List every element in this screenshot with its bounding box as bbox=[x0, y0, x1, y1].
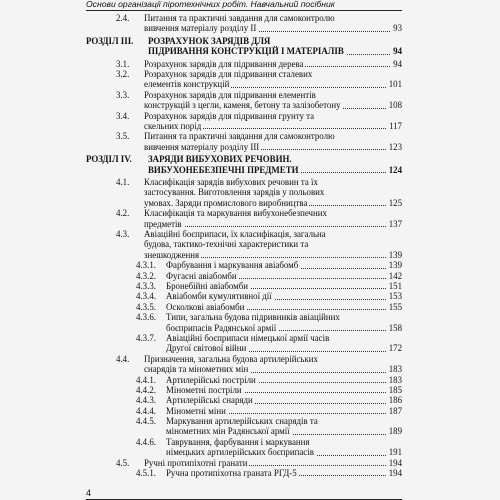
toc-entry-title-line: Розрахунок зарядів для підривання елементів bbox=[144, 89, 316, 100]
toc-entry-number: 2.4. bbox=[116, 13, 130, 23]
toc-page-number: 108 bbox=[388, 100, 402, 111]
toc-entry-title-last-line bbox=[148, 46, 402, 56]
toc-entry-title-text: Другої світової війни bbox=[166, 343, 247, 354]
toc-page-number: 194 bbox=[388, 468, 402, 479]
toc-entry bbox=[86, 36, 402, 57]
toc-entry-number: 4.5.1. bbox=[136, 468, 156, 479]
toc-entry bbox=[86, 437, 402, 458]
toc-entry-title-last-line bbox=[144, 121, 402, 131]
toc-page-number: 158 bbox=[388, 322, 402, 333]
toc-entry-title-line: Питання та практичні завдання для самоконтролю bbox=[144, 131, 335, 142]
toc-entry-title-text: умовах. Заряди промислового виробництва bbox=[144, 197, 308, 208]
toc-entry-number: 4.1. bbox=[116, 176, 130, 187]
toc-entry-number: 4.3. bbox=[116, 228, 130, 239]
toc-entry-number: 3.3. bbox=[116, 89, 130, 100]
toc-entry-title-last-line bbox=[166, 468, 402, 478]
toc-page-number: 139 bbox=[388, 249, 402, 260]
toc-page-number: 137 bbox=[388, 218, 402, 229]
toc-entry-title-last-line bbox=[144, 250, 402, 260]
header-rule bbox=[86, 10, 402, 11]
toc-entry-title-last-line bbox=[144, 23, 402, 33]
toc-entry-number: 4.4.5. bbox=[136, 416, 156, 427]
toc-page-number: 172 bbox=[388, 343, 402, 354]
toc-entry-number: 4.3.7. bbox=[136, 332, 156, 343]
toc-entry-title-text: Мінометні міни bbox=[166, 405, 226, 416]
toc-entry-number: 4.4.4. bbox=[136, 405, 156, 416]
toc-entry-title-line: Класифікація зарядів вибухових речовин та їх bbox=[144, 176, 318, 187]
toc-entry-number: 4.3.2. bbox=[136, 270, 156, 281]
toc-entry-number: 3.5. bbox=[116, 131, 130, 142]
toc-entry-title-last-line bbox=[166, 343, 402, 353]
toc-entry-title-text: скельних порід bbox=[144, 120, 202, 131]
toc-entry bbox=[86, 69, 402, 90]
toc-entry-title-text: Бронебійні авіабомби bbox=[166, 280, 249, 291]
toc-entry bbox=[86, 59, 402, 69]
toc-entry-title-text: Осколкові авіабомби bbox=[166, 301, 245, 312]
toc-page-number: 142 bbox=[388, 270, 402, 281]
table-of-contents bbox=[86, 13, 402, 478]
toc-entry bbox=[86, 312, 402, 333]
toc-entry bbox=[86, 291, 402, 301]
toc-entry-title-line: ЗАРЯДИ ВИБУХОВИХ РЕЧОВИН. bbox=[148, 154, 292, 165]
page-number: 4 bbox=[86, 488, 92, 498]
toc-entry-title-line: РОЗРАХУНОК ЗАРЯДІВ ДЛЯ bbox=[148, 35, 271, 46]
toc-entry bbox=[86, 271, 402, 281]
toc-entry bbox=[86, 395, 402, 405]
toc-entry-number: 4.3.3. bbox=[136, 280, 156, 291]
toc-entry-title-last-line bbox=[144, 198, 402, 208]
toc-page-number: 189 bbox=[388, 426, 402, 437]
toc-entry bbox=[86, 13, 402, 34]
toc-page-number: 101 bbox=[388, 79, 402, 90]
toc-entry-title-last-line bbox=[166, 375, 402, 385]
toc-entry-title-text: предметів bbox=[144, 218, 182, 229]
toc-entry-number: 4.3.5. bbox=[136, 301, 156, 312]
toc-page-number: 139 bbox=[388, 260, 402, 271]
toc-entry bbox=[86, 281, 402, 291]
toc-entry-title-last-line bbox=[166, 385, 402, 395]
toc-entry-title-last-line bbox=[166, 447, 402, 457]
toc-entry bbox=[86, 302, 402, 312]
toc-entry-title-line: Класифікація та маркування вибухонебезпечних bbox=[144, 208, 327, 219]
toc-entry-title-text: ПІДРИВАННЯ КОНСТРУКЦІЙ І МАТЕРІАЛІВ bbox=[148, 46, 344, 57]
toc-page-number: 123 bbox=[388, 141, 402, 152]
toc-entry-title-text: Фугасні авіабомби bbox=[166, 270, 237, 281]
toc-entry-title-last-line bbox=[144, 59, 402, 69]
toc-entry-title-last-line bbox=[166, 302, 402, 312]
toc-entry-title-last-line bbox=[144, 364, 402, 374]
toc-page-number: 183 bbox=[388, 364, 402, 375]
toc-entry-title-last-line bbox=[166, 426, 402, 436]
toc-entry-number: 4.4. bbox=[116, 353, 130, 364]
toc-entry-title-last-line bbox=[144, 219, 402, 229]
toc-entry bbox=[86, 416, 402, 437]
toc-page-number: 194 bbox=[388, 457, 402, 468]
toc-entry-number: 4.4.6. bbox=[136, 436, 156, 447]
toc-entry-title-last-line bbox=[166, 260, 402, 270]
toc-entry-number: 4.3.4. bbox=[136, 291, 156, 302]
toc-entry-number: 4.2. bbox=[116, 208, 130, 219]
toc-entry-title-text: Артилерійські снаряди bbox=[166, 395, 253, 406]
toc-entry-number: 4.4.3. bbox=[136, 395, 156, 406]
toc-entry-number: 4.5. bbox=[116, 457, 130, 468]
toc-entry-number: 3.1. bbox=[116, 58, 130, 69]
toc-page-number: 125 bbox=[388, 197, 402, 208]
toc-entry bbox=[86, 90, 402, 111]
toc-entry-number: 4.3.1. bbox=[136, 260, 156, 271]
toc-entry bbox=[86, 406, 402, 416]
toc-page-number: 186 bbox=[388, 395, 402, 406]
toc-entry-title-line: Розрахунок зарядів для підривання сталевих bbox=[144, 68, 313, 79]
toc-entry-title-line: Маркування артилерійських снарядів та bbox=[166, 416, 318, 427]
toc-entry bbox=[86, 375, 402, 385]
toc-entry-number: 4.4.1. bbox=[136, 374, 156, 385]
toc-entry bbox=[86, 154, 402, 175]
toc-entry-title-line: Розрахунок зарядів для підривання грунту та bbox=[144, 110, 315, 121]
toc-entry-title-text: Ручна протипіхотна граната РГД-5 bbox=[166, 468, 297, 479]
toc-entry-title-text: Мінометні постріли bbox=[166, 384, 242, 395]
toc-entry-title-text: вивчення матеріалу розділу ІІІ bbox=[144, 141, 260, 152]
toc-page-number: 151 bbox=[388, 280, 402, 291]
toc-entry-title-line: Типи, загальна будова підривників авіаційних bbox=[166, 312, 340, 323]
toc-entry-title-line: Авіаційні боєприпаси німецької армії часів bbox=[166, 332, 330, 343]
toc-entry bbox=[86, 229, 402, 260]
toc-entry-title-text: Фарбування і маркування авіабомб bbox=[166, 260, 299, 271]
toc-entry-title-line: застосування. Виготовлення зарядів у польових bbox=[144, 187, 325, 198]
toc-entry bbox=[86, 468, 402, 478]
toc-entry-title-text: Розрахунок зарядів для підривання дерева bbox=[144, 58, 304, 69]
toc-entry-title-last-line bbox=[166, 406, 402, 416]
toc-page-number: 191 bbox=[388, 447, 402, 458]
toc-entry bbox=[86, 131, 402, 152]
toc-entry bbox=[86, 260, 402, 270]
toc-entry bbox=[86, 333, 402, 354]
toc-entry-title-line: будова, тактико-технічні характеристики та bbox=[144, 239, 309, 250]
toc-entry-title-text: Авіабомби кумулятивної дії bbox=[166, 291, 272, 302]
toc-entry bbox=[86, 177, 402, 208]
toc-entry-number: 4.3.6. bbox=[136, 312, 156, 323]
toc-entry-title-text: вивчення матеріалу розділу ІІ bbox=[144, 23, 257, 34]
toc-entry-title-text: Артилерійські постріли bbox=[166, 374, 256, 385]
toc-entry-title-line: Питання та практичні завдання для самоконтролю bbox=[144, 13, 335, 23]
toc-entry-number: РОЗДІЛ ІV. bbox=[86, 154, 132, 165]
toc-entry-number: РОЗДІЛ ІІІ. bbox=[86, 35, 134, 46]
toc-page-number: 185 bbox=[388, 384, 402, 395]
toc-page-number: 183 bbox=[388, 374, 402, 385]
toc-entry bbox=[86, 385, 402, 395]
toc-page-number: 94 bbox=[393, 58, 402, 69]
toc-entry bbox=[86, 111, 402, 132]
toc-entry-title-last-line bbox=[166, 395, 402, 405]
toc-entry-title-text: знешкодження bbox=[144, 249, 200, 260]
toc-entry bbox=[86, 208, 402, 229]
toc-entry-title-text: ВИБУХОНЕБЕЗПЕЧНІ ПРЕДМЕТИ bbox=[148, 164, 299, 175]
toc-entry-number: 4.4.2. bbox=[136, 384, 156, 395]
toc-entry-title-text: конструкцій з цегли, каменя, бетону та залізобетону bbox=[144, 100, 341, 111]
toc-entry bbox=[86, 458, 402, 468]
toc-page-number: 93 bbox=[393, 23, 402, 34]
toc-page-number: 153 bbox=[388, 291, 402, 302]
toc-entry-title-text: німецьких артилерійських боєприпасів bbox=[166, 447, 314, 458]
toc-page-number: 124 bbox=[388, 164, 402, 175]
toc-entry-number: 3.4. bbox=[116, 110, 130, 121]
toc-entry-title-text: боєприпасів Радянської армії bbox=[166, 322, 277, 333]
toc-entry-title-last-line bbox=[144, 458, 402, 468]
toc-page-number: 155 bbox=[388, 301, 402, 312]
toc-entry-title-line: Таврування, фарбування і маркування bbox=[166, 436, 310, 447]
toc-entry-title-text: мінометних мін Радянської армії bbox=[166, 426, 290, 437]
toc-entry-title-text: елементів конструкцій bbox=[144, 79, 230, 90]
toc-page-number: 187 bbox=[388, 405, 402, 416]
toc-page-number: 117 bbox=[389, 120, 402, 131]
toc-entry bbox=[86, 354, 402, 375]
toc-entry-title-last-line bbox=[144, 142, 402, 152]
toc-page-number: 94 bbox=[393, 46, 402, 57]
toc-entry-title-last-line bbox=[166, 271, 402, 281]
toc-entry-title-last-line bbox=[148, 165, 402, 175]
toc-entry-title-last-line bbox=[166, 323, 402, 333]
toc-entry-title-line: Авіаційні боєприпаси, їх класифікація, загальна bbox=[144, 228, 326, 239]
toc-entry-title-last-line bbox=[144, 79, 402, 89]
toc-entry-title-last-line bbox=[166, 291, 402, 301]
running-header: Основи організації піротехнічних робіт. Навчальний посібник bbox=[86, 0, 335, 9]
toc-entry-title-last-line bbox=[166, 281, 402, 291]
toc-entry-title-line: Призначення, загальна будова артилерійських bbox=[144, 353, 318, 364]
toc-entry-title-text: снарядів та мінометних мін bbox=[144, 364, 249, 375]
toc-entry-number: 3.2. bbox=[116, 68, 130, 79]
toc-entry-title-text: Ручні протипіхотні гранати bbox=[144, 457, 248, 468]
toc-entry-title-last-line bbox=[144, 100, 402, 110]
